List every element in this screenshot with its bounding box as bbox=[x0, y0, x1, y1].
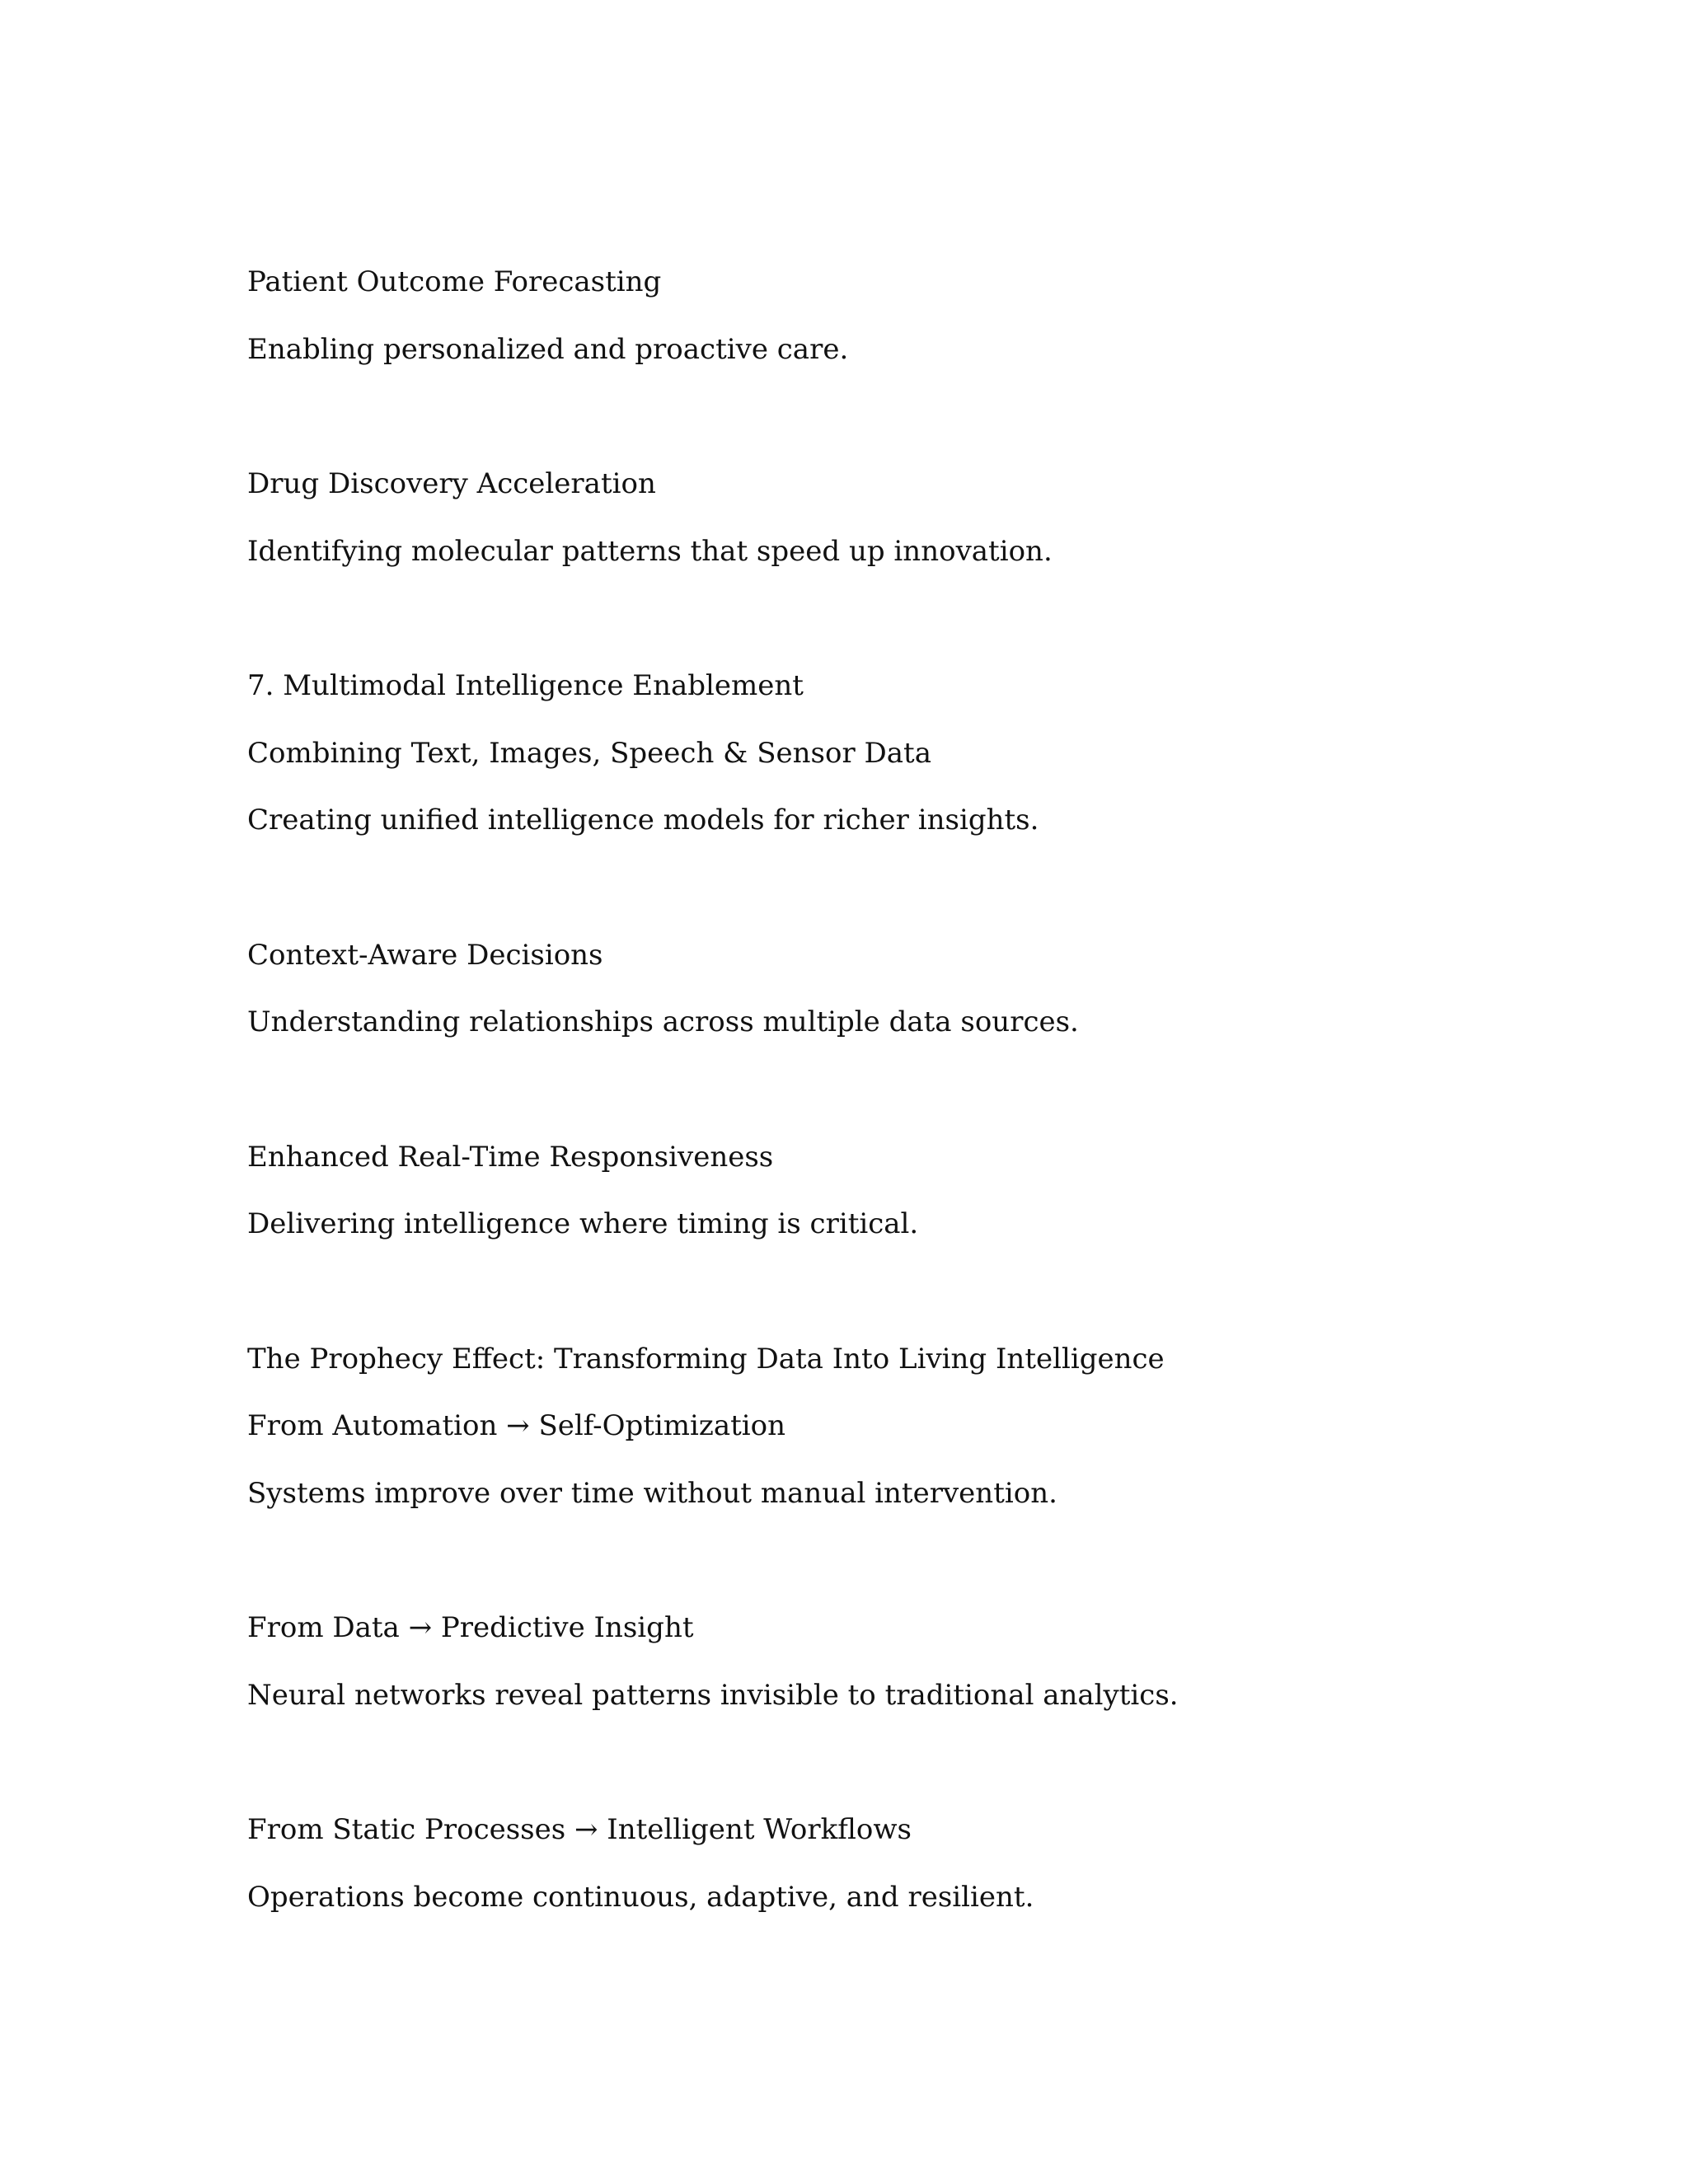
heading-real-time: Enhanced Real-Time Responsiveness bbox=[247, 1141, 774, 1174]
text-unified-models: Creating unified intelligence models for richer insights. bbox=[247, 804, 1039, 837]
subheading-data-insight: From Data → Predictive Insight bbox=[247, 1611, 694, 1644]
heading-context-aware: Context-Aware Decisions bbox=[247, 939, 603, 972]
text-workflows-description: Operations become continuous, adaptive, and resilient. bbox=[247, 1881, 1034, 1914]
heading-multimodal-intelligence: 7. Multimodal Intelligence Enablement bbox=[247, 669, 804, 702]
text-automation-description: Systems improve over time without manual intervention. bbox=[247, 1477, 1057, 1510]
subheading-intelligent-workflows: From Static Processes → Intelligent Workflows bbox=[247, 1813, 912, 1846]
heading-patient-outcome-forecasting: Patient Outcome Forecasting bbox=[247, 265, 662, 298]
subheading-automation: From Automation → Self-Optimization bbox=[247, 1409, 785, 1442]
subheading-combining-data: Combining Text, Images, Speech & Sensor Data bbox=[247, 737, 931, 770]
text-data-insight-description: Neural networks reveal patterns invisible to traditional analytics. bbox=[247, 1679, 1179, 1712]
text-drug-discovery-description: Identifying molecular patterns that speed up innovation. bbox=[247, 535, 1053, 568]
heading-prophecy-effect: The Prophecy Effect: Transforming Data Into Living Intelligence bbox=[247, 1343, 1165, 1376]
text-patient-outcome-description: Enabling personalized and proactive care. bbox=[247, 333, 849, 366]
heading-drug-discovery: Drug Discovery Acceleration bbox=[247, 467, 656, 500]
text-context-aware-description: Understanding relationships across multiple data sources. bbox=[247, 1005, 1079, 1038]
text-real-time-description: Delivering intelligence where timing is critical. bbox=[247, 1207, 919, 1240]
